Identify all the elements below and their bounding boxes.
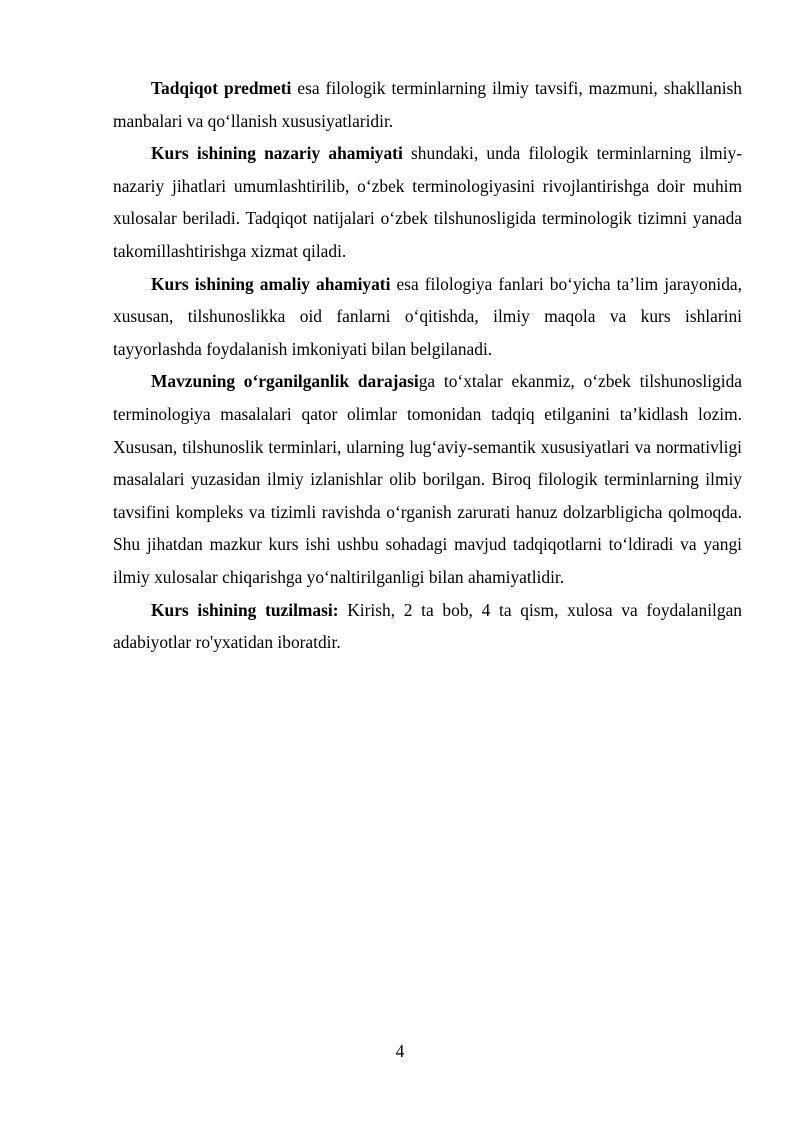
document-body [113,72,742,659]
paragraph-text: esa filologiya fanlari bo‘yicha ta’lim jarayonida, xususan, tilshunoslikka oid fanlarni o‘qitishda, ilmiy maqola va kurs ishlarini tayyorlashda foydalanish imkoniyati bilan belgilanadi. [113,273,742,359]
paragraph-degree-of-study [113,365,742,593]
page-number: 4 [395,1041,405,1061]
paragraph-heading: Kurs ishining nazariy ahamiyati [151,143,403,164]
paragraph-research-subject [113,72,742,137]
paragraph-theoretical-significance [113,137,742,267]
paragraph-heading: Kurs ishining amaliy ahamiyati [151,273,391,294]
paragraph-heading: Kurs ishining tuzilmasi: [151,599,339,620]
paragraph-text: esa filologik terminlarning ilmiy tavsifi, mazmuni, shakllanish manbalari va qo‘llanish xususiyatlaridir. [113,78,742,131]
paragraph-text: Kirish, 2 ta bob, 4 ta qism, xulosa va foydalanilgan adabiyotlar ro'yxatidan iboratdir. [113,599,742,653]
paragraph-heading: Mavzuning o‘rganilganlik darajasi [151,371,419,392]
paragraph-structure [113,594,742,659]
paragraph-text: ga to‘xtalar ekanmiz, o‘zbek tilshunosligida terminologiya masalalari qator olimlar tomonidan tadqiq etilganini ta’kidlash lozim. Xususan, tilshunoslik terminlari, ularning lug‘aviy-semantik xususiyatlari va normativligi masalalari yuzasidan ilmiy izlanishlar olib borilgan. Biroq filologik terminlarning ilmiy tavsifini kompleks va tizimli ravishda o‘rganish zarurati hanuz dolzarbligicha qolmoqda. Shu jihatdan mazkur kurs ishi ushbu sohadagi mavjud tadqiqotlarni to‘ldiradi va yangi ilmiy xulosalar chiqarishga yo‘naltirilganligi bilan ahamiyatlidir. [113,371,742,587]
paragraph-heading: Tadqiqot predmeti [151,78,292,98]
paragraph-practical-significance [113,268,742,366]
paragraph-text: shundaki, unda filologik terminlarning ilmiy-nazariy jihatlari umumlashtirilib, o‘zbek terminologiyasini rivojlantirishga doir muhim xulosalar beriladi. Tadqiqot natijalari o‘zbek tilshunosligida terminologik tizimni yanada takomillashtirishga xizmat qiladi. [113,143,742,261]
